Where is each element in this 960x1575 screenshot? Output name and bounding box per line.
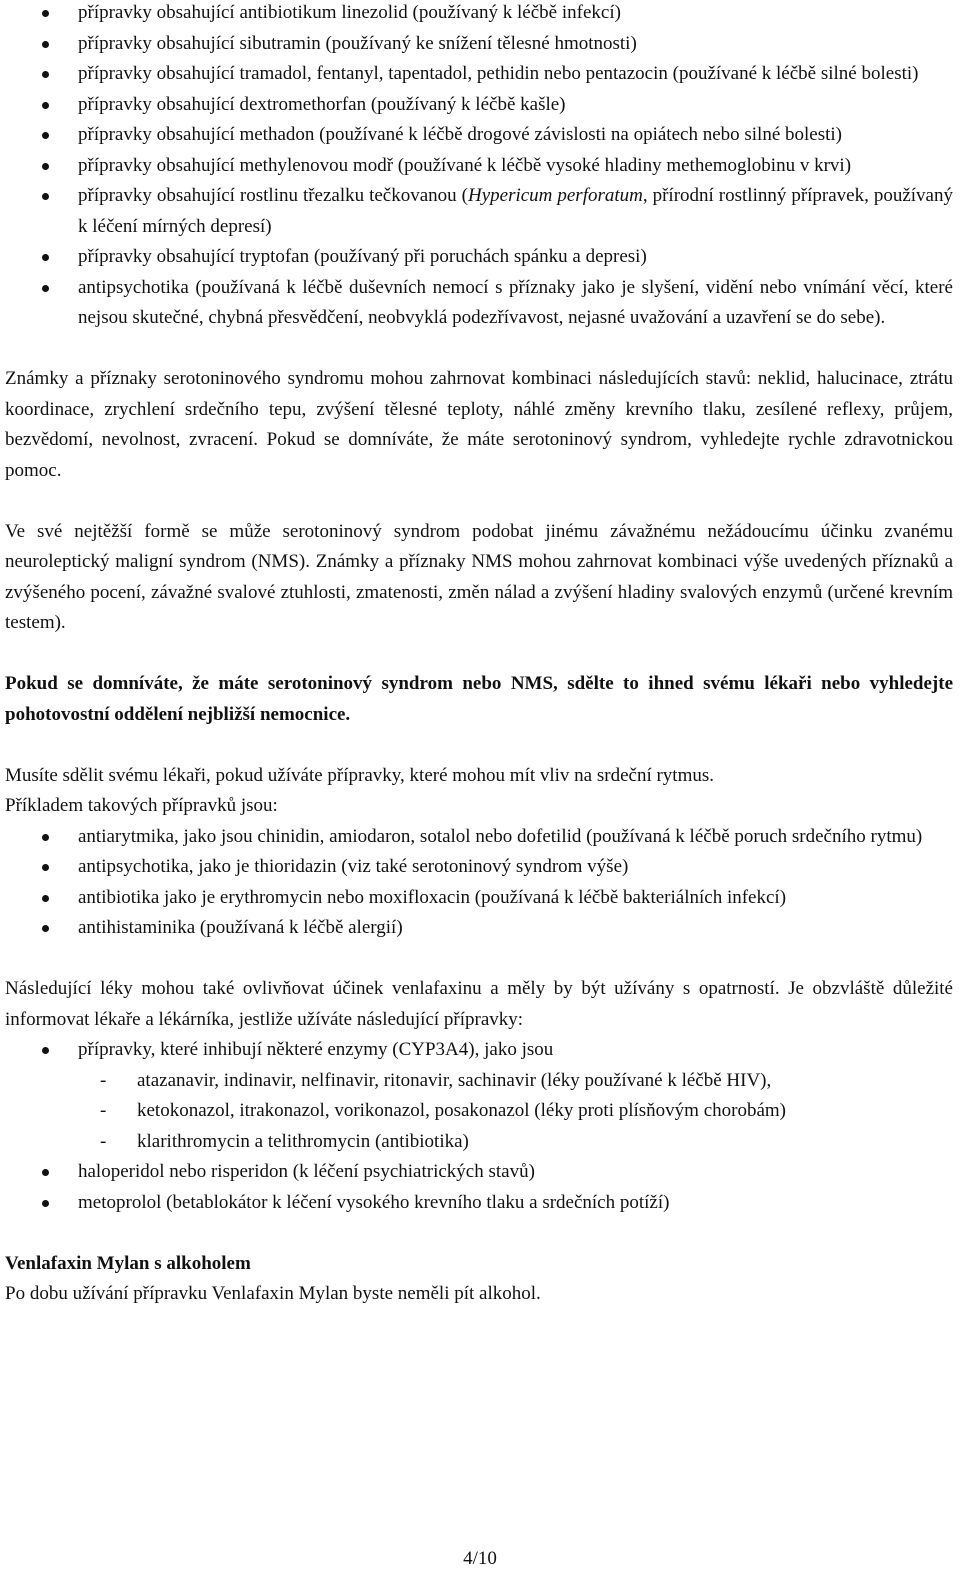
page-number: 4/10 [463,1548,497,1569]
hypericum-text-before: přípravky obsahující rostlinu třezalku tečkovanou ( [78,185,468,206]
sublist-item: - klarithromycin a telithromycin (antibiotika) [5,1127,953,1158]
list-item: antihistaminika (používaná k léčbě alergií) [5,913,953,944]
interaction-list-heart-rhythm [5,822,953,944]
alcohol-section-heading: Venlafaxin Mylan s alkoholem [5,1252,251,1274]
nms-paragraph: Ve své nejtěžší formě se může serotoninový syndrom podobat jinému závažnému nežádoucímu účinku zvanému neuroleptický maligní syndrom (NMS). Známky a příznaky NMS mohou zahrnovat kombinaci výše uvedených příznaků a zvýšeného pocení, závažné svalové ztuhlosti, zmatenosti, změn nálad a zvýšení hladiny svalových enzymů (určené krevním testem). [5,520,953,633]
list-item: přípravky obsahující sibutramin (používaný ke snížení tělesné hmotnosti) [5,29,953,60]
hypericum-latin-name: Hypericum perforatum [467,185,643,206]
urgent-warning-paragraph: Pokud se domníváte, že máte serotoninový syndrom nebo NMS, sdělte to ihned svému lékaři nebo vyhledejte pohotovostní oddělení nejbližší nemocnice. [5,673,953,725]
list-item: haloperidol nebo risperidon (k léčení psychiatrických stavů) [5,1157,953,1188]
list-item: přípravky obsahující antibiotikum linezolid (používaný k léčbě infekcí) [5,0,953,29]
caution-paragraph: Následující léky mohou také ovlivňovat účinek venlafaxinu a měly by být užívány s opatrností. Je obzvláště důležité informovat lékaře a lékárníka, jestliže užíváte následující přípravky: [5,978,953,1030]
heart-rhythm-examples-intro: Příkladem takových přípravků jsou: [5,795,278,816]
list-item-hypericum [5,181,953,242]
heart-rhythm-paragraph: Musíte sdělit svému lékaři, pokud užíváte přípravky, které mohou mít vliv na srdeční rytmus. [5,764,715,786]
sublist-item: - atazanavir, indinavir, nelfinavir, ritonavir, sachinavir (léky používané k léčbě HIV), [5,1066,953,1097]
list-item: přípravky obsahující tramadol, fentanyl, tapentadol, pethidin nebo pentazocin (používané k léčbě silné bolesti) [5,59,953,90]
cyp3a4-label: přípravky, které inhibují některé enzymy (CYP3A4), jako jsou [78,1039,554,1060]
list-item: antiarytmika, jako jsou chinidin, amiodaron, sotalol nebo dofetilid (používaná k léčbě poruch srdečního rytmu) [5,822,953,853]
list-item: přípravky obsahující dextromethorfan (používaný k léčbě kašle) [5,90,953,121]
list-item: antipsychotika (používaná k léčbě duševních nemocí s příznaky jako je slyšení, vidění nebo vnímání věcí, které nejsou skutečné, chybná přesvědčení, neobvyklá podezřívavost, nejasné uvažování a uzavření se do sebe). [5,273,953,334]
list-item-cyp3a4 [5,1035,953,1157]
list-item: přípravky obsahující methylenovou modř (používané k léčbě vysoké hladiny methemoglobinu v krvi) [5,151,953,182]
interaction-list-serotonergic [5,0,953,334]
sublist-item: - ketokonazol, itrakonazol, vorikonazol, posakonazol (léky proti plísňovým chorobám) [5,1096,953,1127]
list-item: metoprolol (betablokátor k léčení vysokého krevního tlaku a srdečních potíží) [5,1188,953,1219]
cyp3a4-sublist [5,1066,953,1158]
serotonin-syndrome-paragraph: Známky a příznaky serotoninového syndromu mohou zahrnovat kombinaci následujících stavů: neklid, halucinace, ztrátu koordinace, zrychlení srdečního tepu, zvýšení tělesné teploty, náhlé změny krevního tlaku, zesílené reflexy, průjem, bezvědomí, nevolnost, zvracení. Pokud se domníváte, že máte serotoninový syndrom, vyhledejte rychle zdravotnickou pomoc. [5,368,953,481]
document-page [5,0,953,1310]
hypericum-text-after: , přírodní rostlinný přípravek, používaný k léčení mírných depresí) [78,185,953,237]
list-item: antipsychotika, jako je thioridazin (viz také serotoninový syndrom výše) [5,852,953,883]
list-item: přípravky obsahující tryptofan (používaný při poruchách spánku a depresi) [5,242,953,273]
interaction-list-caution [5,1035,953,1218]
list-item: antibiotika jako je erythromycin nebo moxifloxacin (používaná k léčbě bakteriálních infekcí) [5,883,953,914]
alcohol-section-text: Po dobu užívání přípravku Venlafaxin Mylan byste neměli pít alkohol. [5,1283,541,1304]
list-item: přípravky obsahující methadon (používané k léčbě drogové závislosti na opiátech nebo silné bolesti) [5,120,953,151]
